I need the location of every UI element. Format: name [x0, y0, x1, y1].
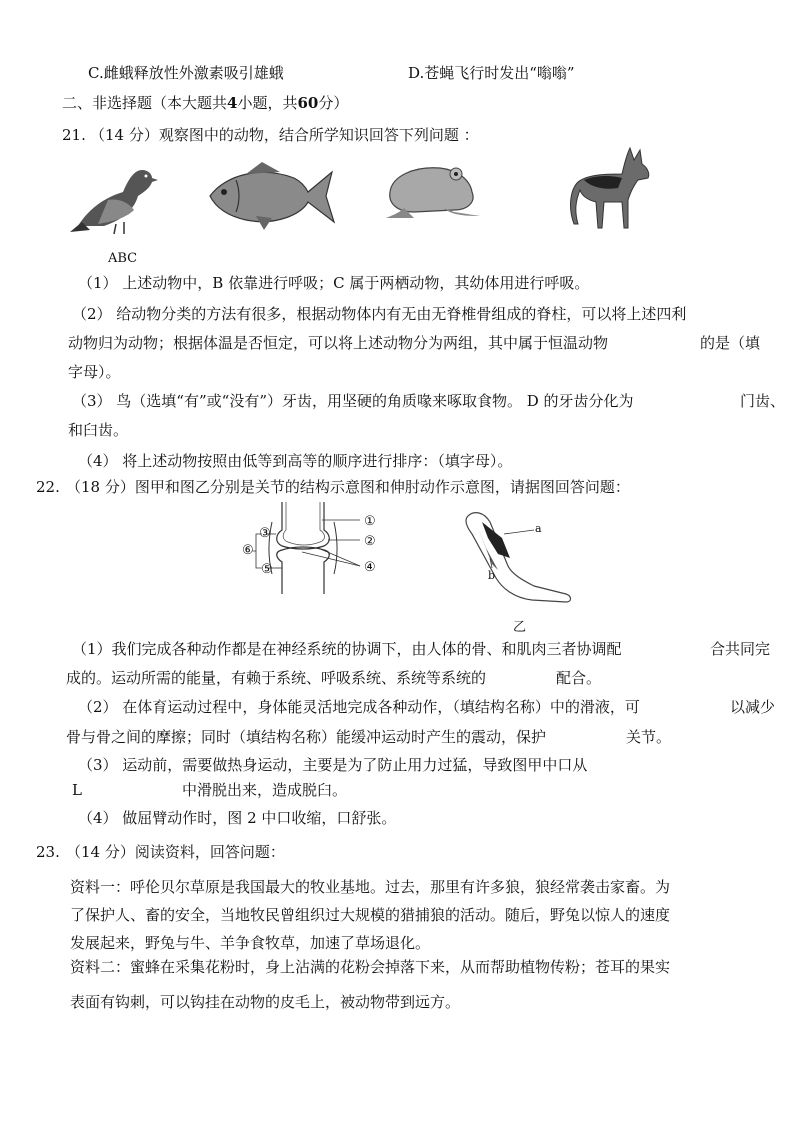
q21-part2-line2: 动物归为动物；根据体温是否恒定，可以将上述动物分为两组，其中属于恒温动物 — [68, 334, 609, 352]
frog-illustration — [384, 160, 484, 220]
section-heading — [62, 93, 348, 113]
q22-part1-line2-tail: 配合。 — [556, 669, 602, 687]
q22-part1-line1-tail: 合共同完 — [710, 640, 771, 658]
q22-part3-line2: 中滑脱出来，造成脱臼。 — [182, 781, 348, 799]
q22-part1-line1: （1）我们完成各种动作都是在神经系统的协调下，由人体的骨、和肌肉三者协调配 — [72, 640, 622, 658]
q23-number: 23. — [36, 843, 60, 861]
q21-part3-line1: （3） 鸟（选填“有”或“没有”）牙齿，用坚硬的角质喙来啄取食物。 D 的牙齿分化为 — [72, 392, 634, 410]
q23-heading: （14 分）阅读资料，回答问题： — [66, 843, 285, 861]
q21-number: 21. — [62, 126, 86, 144]
joint-label-3: ③ — [259, 526, 271, 541]
q22-number: 22. — [36, 478, 60, 496]
joint-label-6: ⑥ — [242, 543, 254, 558]
q22-part2-line1: （2） 在体育运动过程中，身体能灵活地完成各种动作，（填结构名称）中的滑液，可 — [78, 698, 640, 716]
elbow-extension-diagram — [462, 508, 574, 604]
q21-part2-line3: 字母）。 — [68, 363, 121, 381]
section-count: 4 — [227, 94, 238, 112]
material-1-line1: 资料一：呼伦贝尔草原是我国最大的牧业基地。过去，那里有许多狼，狼经常袭击家畜。为 — [70, 878, 671, 896]
material-1-line3: 发展起来，野兔与牛、羊争食牧草，加速了草场退化。 — [70, 934, 431, 952]
material-2-line2: 表面有钩刺，可以钩挂在动物的皮毛上，被动物带到远方。 — [70, 993, 461, 1011]
animal-labels: ABC — [108, 251, 138, 266]
q21-part2-line2-tail: 的是（填 — [700, 334, 761, 352]
section-heading-pre: 二、非选择题（本大题共 — [62, 94, 228, 112]
section-heading-mid: 小题，共 — [237, 94, 298, 112]
q21-part3-line1-tail: 门齿、 — [740, 392, 786, 410]
q22-part3-line1: （3） 运动前，需要做热身运动，主要是为了防止用力过猛，导致图甲中口从 — [78, 756, 588, 774]
joint-label-2: ② — [364, 534, 376, 549]
q22-part2-line2: 骨与骨之间的摩擦；同时（填结构名称）能缓冲运动时产生的震动，保护 — [66, 728, 547, 746]
fish-illustration — [206, 160, 338, 232]
arm-label-b: b — [488, 569, 496, 582]
joint-label-5: ⑤ — [261, 562, 273, 577]
pigeon-illustration — [68, 158, 158, 238]
material-1-line2: 了保护人、畜的安全，当地牧民曾组织过大规模的猎捕狼的活动。随后，野兔以惊人的速度 — [70, 906, 671, 924]
figure-yi-label: 乙 — [513, 620, 527, 635]
q22-part4: （4） 做屈臂动作时，图 2 中口收缩，口舒张。 — [78, 809, 397, 827]
section-score: 60 — [297, 94, 319, 112]
joint-label-4: ④ — [364, 560, 376, 575]
q21-heading: （14 分）观察图中的动物，结合所学知识回答下列问题 ： — [90, 126, 479, 144]
arm-label-a: a — [535, 522, 542, 535]
q22-part3-marker: L — [72, 781, 82, 799]
q22-part2-line1-tail: 以减少 — [730, 698, 776, 716]
option-d: D.苍蝇飞行时发出“嗡嗡” — [408, 64, 575, 82]
section-heading-post: 分） — [318, 94, 349, 112]
jackal-illustration — [568, 144, 652, 232]
q21-part1: （1） 上述动物中，B 依靠进行呼吸；C 属于两栖动物，其幼体用进行呼吸。 — [78, 274, 590, 292]
q21-part3-line2: 和臼齿。 — [68, 421, 129, 439]
q21-part2-line1: （2） 给动物分类的方法有很多，根据动物体内有无由无脊椎骨组成的脊柱，可以将上述四利 — [72, 305, 687, 323]
joint-label-1: ① — [364, 514, 376, 529]
material-2-line1: 资料二：蜜蜂在采集花粉时，身上沾满的花粉会掉落下来，从而帮助植物传粉；苍耳的果实 — [70, 958, 671, 976]
q22-heading: （18 分）图甲和图乙分别是关节的结构示意图和伸肘动作示意图，请据图回答问题： — [66, 478, 630, 496]
option-c: C.雌蛾释放性外激素吸引雄蛾 — [88, 64, 284, 82]
q22-part2-line2-tail: 关节。 — [626, 728, 672, 746]
q22-part1-line2: 成的。运动所需的能量，有赖于系统、呼吸系统、系统等系统的 — [66, 669, 487, 687]
q21-part4: （4） 将上述动物按照由低等到高等的顺序进行排序：（填字母）。 — [78, 452, 513, 470]
